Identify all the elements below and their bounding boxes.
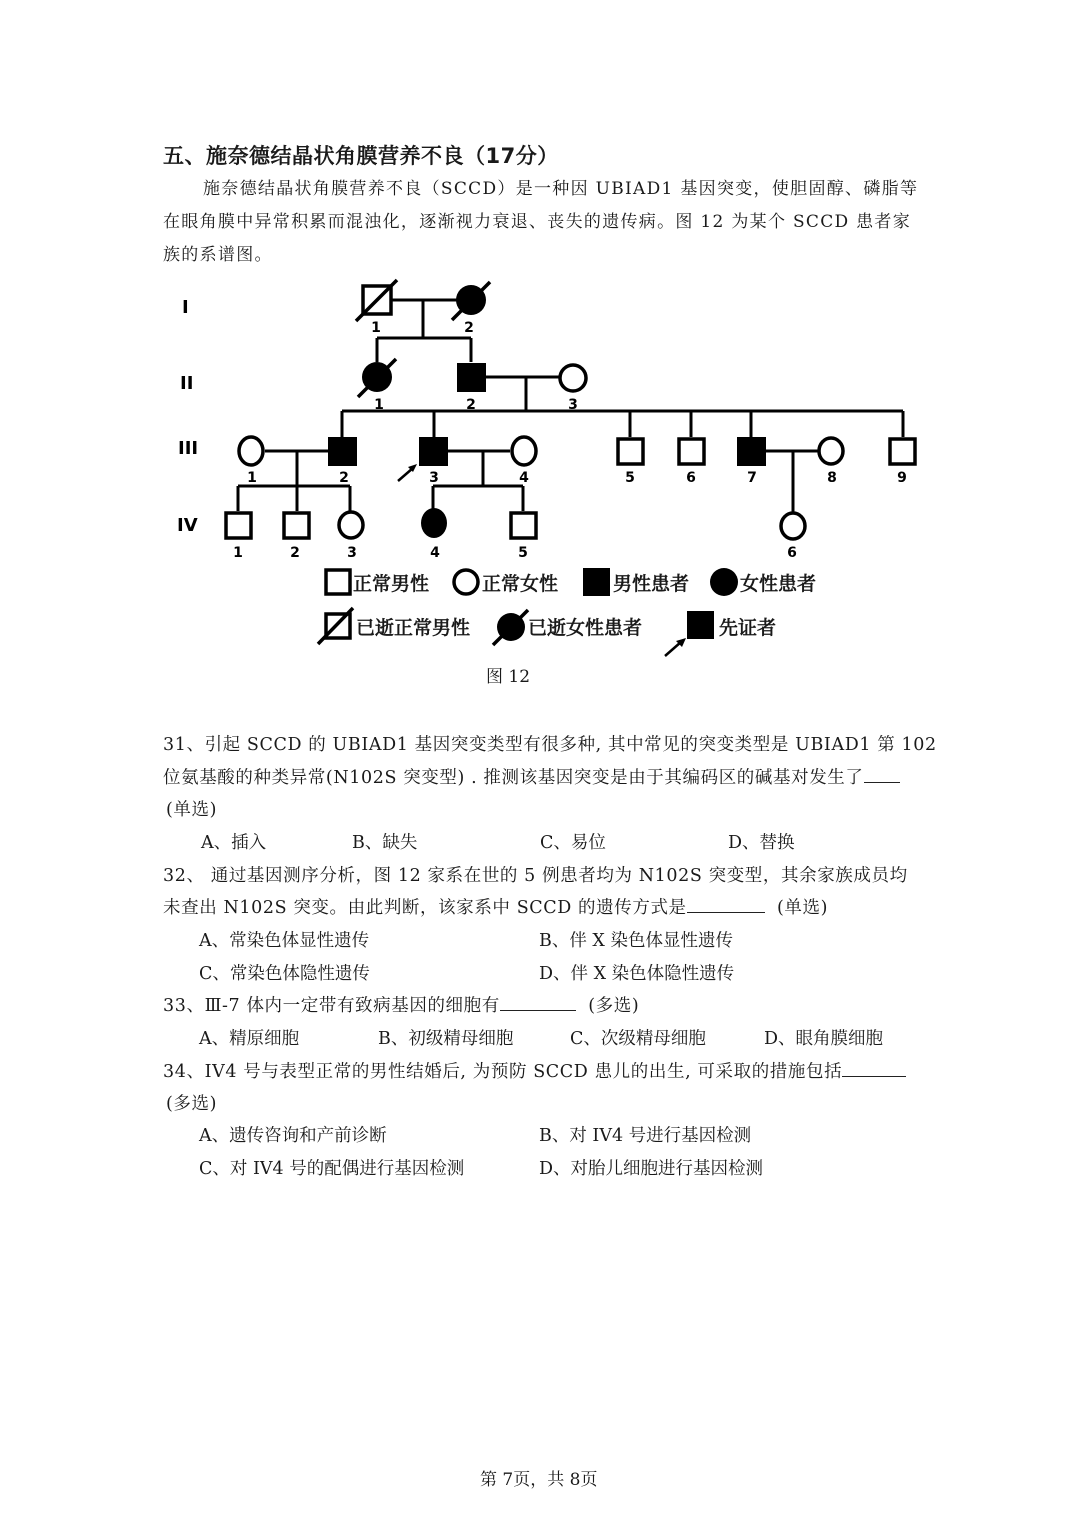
legend-proband-icon [665,611,714,656]
legend-deceased-affected-female: 已逝女性患者 [528,617,643,639]
q33-option-b[interactable]: B、初级精母细胞 [378,1029,514,1049]
generation-label-II: II [180,373,194,394]
legend-deceased-affected-female-icon [493,610,528,645]
q32-option-a[interactable]: A、常染色体显性遗传 [199,931,370,951]
q31-option-b[interactable]: B、缺失 [352,833,418,853]
individual-I-1 [356,280,397,321]
individual-IV-3 [339,512,363,538]
label-III-9: 9 [897,470,907,486]
label-III-2: 2 [339,470,349,486]
label-IV-1: 1 [233,545,243,561]
legend-deceased-normal-male-icon [318,608,353,644]
q34-option-d[interactable]: D、对胎儿细胞进行基因检测 [539,1159,764,1179]
individual-III-7 [737,437,766,466]
q32-line-2-text: 未查出 N102S 突变。由此判断，该家系中 SCCD 的遗传方式是 [163,898,687,918]
legend-normal-female-icon [454,570,478,594]
generation-label-III: III [178,438,199,459]
q31-type: (单选) [166,800,218,820]
label-III-4: 4 [519,470,529,486]
individual-III-9 [890,439,915,464]
q33-option-d[interactable]: D、眼角膜细胞 [764,1029,884,1049]
q31-line-2-text: 位氨基酸的种类异常(N102S 突变型) . 推测该基因突变是由于其编码区的碱基对发生了 [163,768,864,788]
section-title: 五、施奈德结晶状角膜营养不良（17分） [163,144,559,168]
intro-line-2: 在眼角膜中异常积累而混浊化，逐渐视力衰退、丧失的遗传病。图 12 为某个 SCCD 患者家 [163,212,912,232]
individual-III-3 [419,437,448,466]
label-IV-6: 6 [787,545,797,561]
q31-option-c[interactable]: C、易位 [540,833,606,853]
figure-caption: 图 12 [486,667,531,687]
q33-option-a[interactable]: A、精原细胞 [199,1029,300,1049]
individual-II-3 [560,365,586,391]
q34-text: 34、IV4 号与表型正常的男性结婚后, 为预防 SCCD 患儿的出生, 可采取的措施包括 [163,1062,843,1082]
q34-option-b[interactable]: B、对 IV4 号进行基因检测 [539,1126,752,1146]
individual-III-2 [328,437,357,466]
label-I-2: 2 [464,320,474,336]
label-III-5: 5 [625,470,635,486]
individual-III-8 [819,438,843,464]
q34-line [163,1058,906,1083]
individual-II-2 [457,363,486,392]
q32-option-d[interactable]: D、伴 X 染色体隐性遗传 [539,964,735,984]
individual-III-5 [618,439,643,464]
individual-II-1 [358,359,396,397]
page-number: 第 7页，共 8页 [480,1470,598,1490]
q33-type: (多选) [588,996,640,1016]
intro-line-1: 施奈德结晶状角膜营养不良（SCCD）是一种因 UBIAD1 基因突变，使胆固醇、磷脂等 [203,179,919,199]
individual-IV-2 [284,513,309,538]
label-III-1: 1 [247,470,257,486]
label-I-1: 1 [371,320,381,336]
label-IV-2: 2 [290,545,300,561]
q31-line-1: 31、引起 SCCD 的 UBIAD1 基因突变类型有很多种, 其中常见的突变类型是 UBIAD1 第 102 [163,735,937,755]
intro-line-3: 族的系谱图。 [163,245,273,265]
q32-answer-blank[interactable] [687,894,765,913]
q32-line-2 [163,894,828,919]
q32-option-c[interactable]: C、常染色体隐性遗传 [199,964,370,984]
q32-type: (单选) [776,898,829,918]
generation-label-IV: IV [177,515,198,536]
q34-option-a[interactable]: A、遗传咨询和产前诊断 [199,1126,387,1146]
legend-normal-female: 正常女性 [482,573,559,595]
individual-III-1 [239,437,263,465]
q31-option-a[interactable]: A、插入 [201,833,267,853]
legend-affected-male: 男性患者 [613,573,690,595]
label-III-3: 3 [429,470,439,486]
q31-line-2 [163,764,900,789]
generation-label-I: I [182,297,189,318]
label-IV-3: 3 [347,545,357,561]
legend-affected-female-icon [710,568,738,596]
label-III-8: 8 [827,470,837,486]
q33-option-c[interactable]: C、次级精母细胞 [570,1029,706,1049]
label-II-1: 1 [374,397,384,413]
label-IV-4: 4 [430,545,440,561]
label-III-6: 6 [686,470,696,486]
legend-affected-male-icon [583,568,610,596]
label-II-3: 3 [568,397,578,413]
individual-IV-5 [511,513,536,538]
q31-option-d[interactable]: D、替换 [728,833,795,853]
q33-text: 33、Ⅲ-7 体内一定带有致病基因的细胞有 [163,996,500,1016]
q34-option-c[interactable]: C、对 IV4 号的配偶进行基因检测 [199,1159,465,1179]
individual-I-2 [452,282,490,320]
individual-III-6 [679,439,704,464]
q31-answer-blank[interactable] [864,764,900,783]
q34-answer-blank[interactable] [842,1058,906,1077]
q32-option-b[interactable]: B、伴 X 染色体显性遗传 [539,931,733,951]
legend-normal-male-icon [326,570,350,594]
proband-arrow-icon [398,464,417,481]
individual-IV-4 [421,508,447,538]
legend-affected-female: 女性患者 [740,573,817,595]
q32-line-1: 32、 通过基因测序分析，图 12 家系在世的 5 例患者均为 N102S 突变型，其余家族成员均 [163,866,908,886]
label-III-7: 7 [747,470,757,486]
legend-normal-male: 正常男性 [353,573,430,595]
label-II-2: 2 [466,397,476,413]
legend-deceased-normal-male: 已逝正常男性 [356,617,471,639]
q33-line [163,992,639,1017]
label-IV-5: 5 [518,545,528,561]
individual-IV-6 [781,513,805,539]
legend-proband: 先证者 [719,617,777,639]
q34-type: (多选) [166,1094,218,1114]
q33-answer-blank[interactable] [500,992,576,1011]
individual-III-4 [512,437,536,465]
individual-IV-1 [226,513,251,538]
